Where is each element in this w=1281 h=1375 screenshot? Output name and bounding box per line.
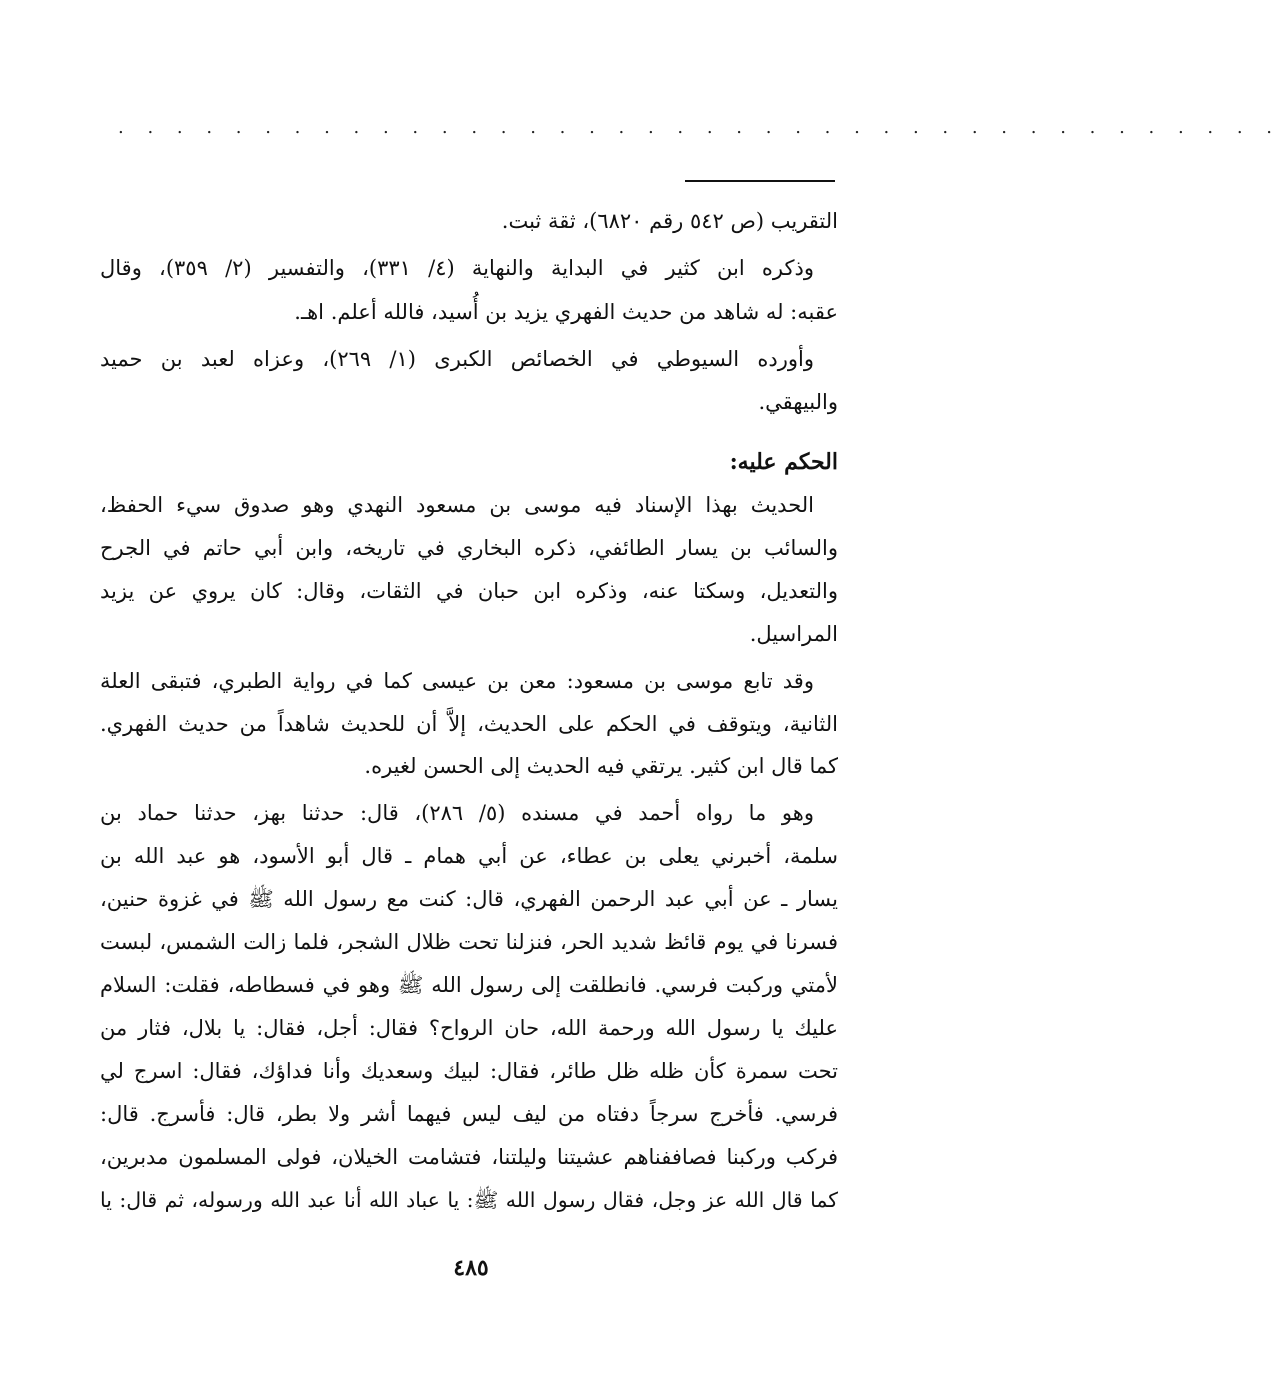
body-line: كما قال ابن كثير. يرتقي فيه الحديث إلى الحسن لغيره.: [364, 754, 838, 778]
footnote-line: وذكره ابن كثير في البداية والنهاية (٤/ ٣٣١)، والتفسير (٢/ ٣٥٩)، وقال: [100, 256, 814, 280]
body-line: عليك يا رسول الله ورحمة الله، حان الرواح؟ فقال: أجل، فقال: يا بلال، فثار من: [100, 1016, 838, 1040]
footnote-line: وأورده السيوطي في الخصائص الكبرى (١/ ٢٦٩)، وعزاه لعبد بن حميد: [100, 347, 814, 371]
body-line: الثانية، ويتوقف في الحكم على الحديث، إلاَّ أن للحديث شاهداً من حديث الفهري.: [100, 712, 838, 736]
body-line: المراسيل.: [749, 622, 838, 646]
separator-dots: . . . . . . . . . . . . . . . . . . . . . . . . . . . . . . . . . . . . . . . .: [118, 117, 1281, 138]
body-line: سلمة، أخبرني يعلى بن عطاء، عن أبي همام ـ قال أبو الأسود، هو عبد الله بن: [100, 844, 838, 868]
body-line: لأمتي وركبت فرسي. فانطلقت إلى رسول الله ﷺ وهو في فسطاطه، فقلت: السلام: [100, 973, 838, 997]
body-line: والتعديل، وسكتا عنه، وذكره ابن حبان في الثقات، وقال: كان يروي عن يزيد: [100, 579, 838, 603]
body-line: وقد تابع موسى بن مسعود: معن بن عيسى كما في رواية الطبري، فتبقى العلة: [100, 669, 814, 693]
body-line: الحديث بهذا الإسناد فيه موسى بن مسعود النهدي وهو صدوق سيء الحفظ،: [100, 493, 814, 517]
footnote-line: التقريب (ص ٥٤٢ رقم ٦٨٢٠)، ثقة ثبت.: [501, 209, 838, 233]
footnote-rule: [685, 180, 835, 182]
footnote-line: عقبه: له شاهد من حديث الفهري يزيد بن أُسيد، فالله أعلم. اهـ.: [294, 300, 838, 324]
section-heading: الحكم عليه:: [729, 449, 838, 475]
body-line: فسرنا في يوم قائظ شديد الحر، فنزلنا تحت ظلال الشجر، فلما زالت الشمس، لبست: [100, 930, 838, 954]
body-line: يسار ـ عن أبي عبد الرحمن الفهري، قال: كنت مع رسول الله ﷺ في غزوة حنين،: [100, 887, 838, 911]
footnote-line: والبيهقي.: [758, 390, 838, 414]
body-line: فركب وركبنا فصاففناهم عشيتنا وليلتنا، فتشامت الخيلان، فولى المسلمون مدبرين،: [100, 1145, 838, 1169]
page-number: ٤٨٥: [453, 1255, 489, 1281]
body-line: كما قال الله عز وجل، فقال رسول الله ﷺ: يا عباد الله أنا عبد الله ورسوله، ثم قال: يا: [100, 1188, 838, 1212]
body-line: والسائب بن يسار الطائفي، ذكره البخاري في تاريخه، وابن أبي حاتم في الجرح: [100, 536, 838, 560]
body-line: وهو ما رواه أحمد في مسنده (٥/ ٢٨٦)، قال: حدثنا بهز، حدثنا حماد بن: [100, 801, 814, 825]
body-line: فرسي. فأخرج سرجاً دفتاه من ليف ليس فيهما أشر ولا بطر، قال: فأسرج. قال:: [100, 1102, 838, 1126]
body-line: تحت سمرة كأن ظله ظل طائر، فقال: لبيك وسعديك وأنا فداؤك، فقال: اسرج لي: [100, 1059, 838, 1083]
